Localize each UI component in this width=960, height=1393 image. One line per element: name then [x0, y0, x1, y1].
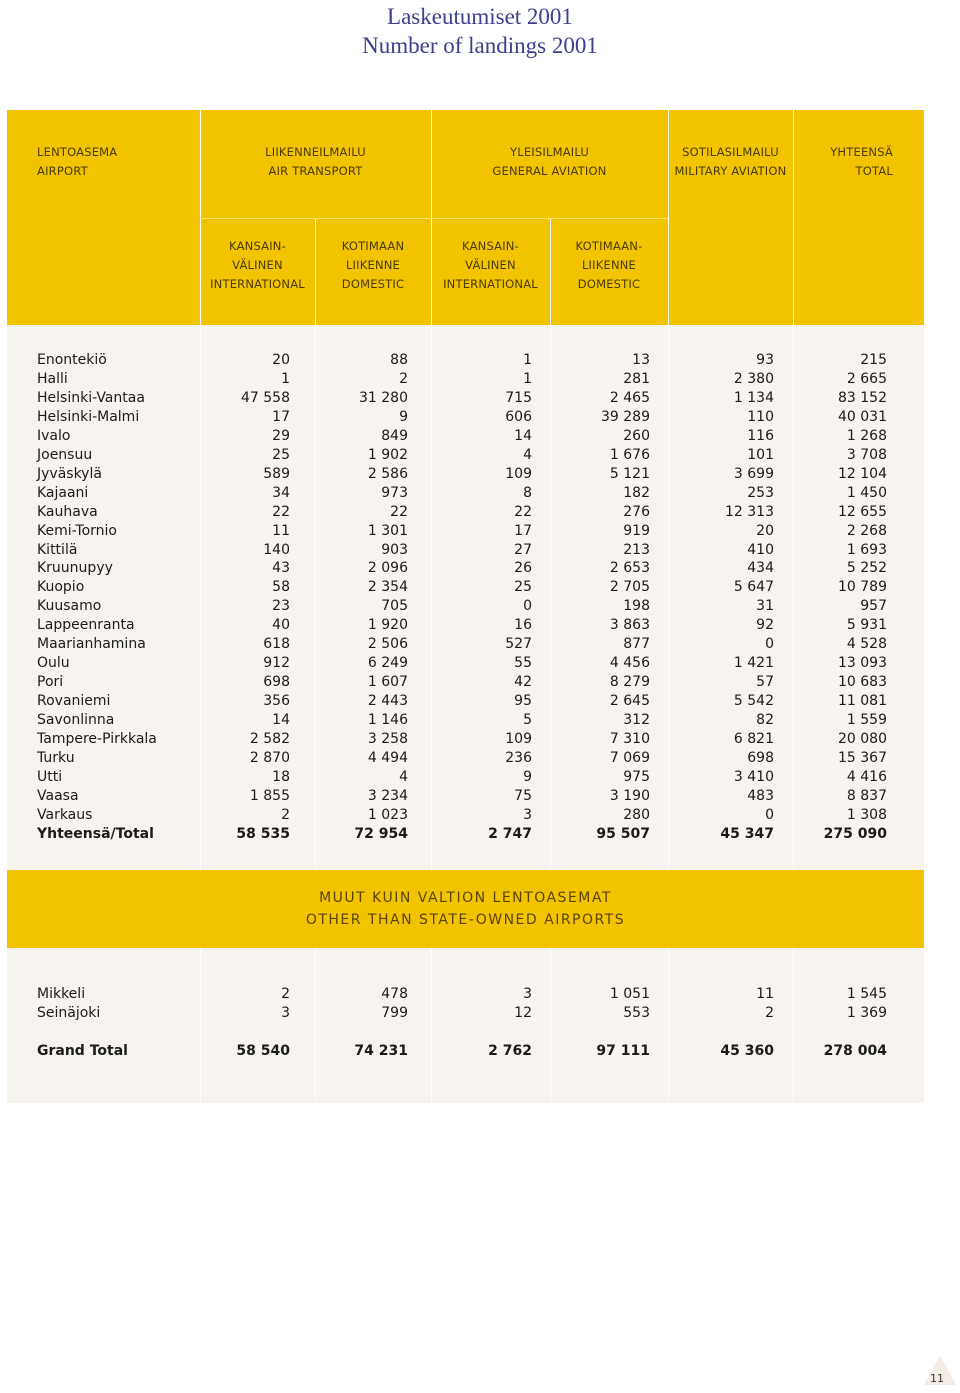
- cell: 3 190: [609, 787, 650, 804]
- cell: 903: [381, 541, 408, 558]
- cell: 3: [523, 806, 532, 823]
- cell: 25: [514, 579, 532, 596]
- cell: 182: [623, 484, 650, 501]
- airport-name: Helsinki-Vantaa: [37, 389, 145, 406]
- cell: 2 380: [733, 370, 774, 387]
- grand-total-label: Grand Total: [37, 1043, 128, 1059]
- cell: 912: [263, 655, 290, 672]
- cell: 29: [272, 427, 290, 444]
- total-cell: 95 507: [596, 825, 650, 842]
- total-cell: 45 347: [720, 825, 774, 842]
- cell: 10 789: [838, 579, 887, 596]
- cell: 1 902: [367, 446, 408, 463]
- cell: 22: [272, 503, 290, 520]
- cell: 3 863: [609, 617, 650, 634]
- airport-name: Kajaani: [37, 484, 89, 501]
- column-divider: [200, 948, 201, 1103]
- table-row: [0, 1004, 960, 1023]
- cell: 1 023: [367, 806, 408, 823]
- cell: 2 586: [367, 465, 408, 482]
- cell: 3: [281, 1005, 290, 1021]
- cell: 39 289: [601, 408, 650, 425]
- cell: 27: [514, 541, 532, 558]
- cell: 95: [514, 693, 532, 710]
- airport-name: Enontekiö: [37, 352, 107, 368]
- column-divider: [550, 948, 551, 1103]
- cell: 434: [747, 560, 774, 577]
- cell: 93: [756, 352, 774, 368]
- cell: 8 837: [846, 787, 887, 804]
- cell: 4 494: [367, 749, 408, 766]
- cell: 17: [272, 408, 290, 425]
- grand-total-cell: 45 360: [720, 1043, 774, 1059]
- page-number: 11: [930, 1372, 944, 1385]
- airport-name: Kruunupyy: [37, 560, 113, 577]
- airport-name: Joensuu: [37, 446, 93, 463]
- cell: 606: [505, 408, 532, 425]
- table-row: [0, 351, 960, 370]
- cell: 12: [514, 1005, 532, 1021]
- header-military-aviation: SOTILASILMAILU MILITARY AVIATION: [674, 145, 787, 178]
- cell: 478: [381, 986, 408, 1002]
- cell: 3 258: [367, 731, 408, 747]
- cell: 957: [860, 598, 887, 615]
- cell: 43: [272, 560, 290, 577]
- cell: 698: [747, 749, 774, 766]
- cell: 973: [381, 484, 408, 501]
- section2-header: [7, 870, 924, 948]
- section2-body: [7, 948, 924, 1103]
- grand-total-cell: 278 004: [823, 1043, 887, 1059]
- cell: 527: [505, 636, 532, 653]
- cell: 2 665: [846, 370, 887, 387]
- cell: 57: [756, 674, 774, 691]
- total-cell: 2 747: [488, 825, 532, 842]
- grand-total-cell: 97 111: [596, 1043, 650, 1059]
- cell: 5 647: [733, 579, 774, 596]
- header-air-transport: LIIKENNEILMAILU AIR TRANSPORT: [265, 145, 366, 178]
- cell: 3 708: [846, 446, 887, 463]
- cell: 715: [505, 389, 532, 406]
- cell: 1 369: [846, 1005, 887, 1021]
- cell: 2 705: [609, 579, 650, 596]
- table-row: [0, 768, 960, 787]
- grand-total-cell: 58 540: [236, 1043, 290, 1059]
- airport-name: Varkaus: [37, 806, 93, 823]
- cell: 1: [281, 370, 290, 387]
- header-divider: [793, 110, 794, 325]
- cell: 58: [272, 579, 290, 596]
- column-divider: [668, 948, 669, 1103]
- cell: 1 301: [367, 522, 408, 539]
- cell: 260: [623, 427, 650, 444]
- cell: 280: [623, 806, 650, 823]
- column-divider: [315, 948, 316, 1103]
- table-row: [0, 711, 960, 730]
- cell: 1 134: [733, 389, 774, 406]
- total-label: Yhteensä/Total: [37, 825, 154, 842]
- cell: 16: [514, 617, 532, 634]
- airport-name: Kuopio: [37, 579, 85, 596]
- cell: 7 069: [609, 749, 650, 766]
- cell: 877: [623, 636, 650, 653]
- cell: 10 683: [838, 674, 887, 691]
- cell: 20: [756, 522, 774, 539]
- cell: 109: [505, 731, 532, 747]
- cell: 40 031: [838, 408, 887, 425]
- total-cell: 275 090: [823, 825, 887, 842]
- section2-title-english: OTHER THAN STATE-OWNED AIRPORTS: [305, 912, 626, 928]
- cell: 9: [399, 408, 408, 425]
- cell: 2 870: [249, 749, 290, 766]
- cell: 110: [747, 408, 774, 425]
- cell: 4 456: [609, 655, 650, 672]
- cell: 4: [399, 768, 408, 785]
- cell: 6 821: [733, 731, 774, 747]
- cell: 1 051: [609, 986, 650, 1002]
- cell: 0: [765, 806, 774, 823]
- cell: 42: [514, 674, 532, 691]
- cell: 1 421: [733, 655, 774, 672]
- cell: 2 268: [846, 522, 887, 539]
- cell: 8 279: [609, 674, 650, 691]
- table-row: [0, 730, 960, 749]
- table-row: [0, 427, 960, 446]
- cell: 13 093: [838, 655, 887, 672]
- cell: 5 252: [846, 560, 887, 577]
- table-row: [0, 597, 960, 616]
- cell: 6 249: [367, 655, 408, 672]
- cell: 31 280: [359, 389, 408, 406]
- cell: 4 416: [846, 768, 887, 785]
- airport-name: Jyväskylä: [37, 465, 102, 482]
- airport-name: Turku: [37, 749, 75, 766]
- cell: 276: [623, 503, 650, 520]
- cell: 7 310: [609, 731, 650, 747]
- column-divider: [431, 948, 432, 1103]
- airport-name: Kemi-Tornio: [37, 522, 117, 539]
- subheader-general-domestic: KOTIMAAN- LIIKENNE DOMESTIC: [575, 239, 643, 291]
- cell: 975: [623, 768, 650, 785]
- header-subdivider: [200, 218, 668, 219]
- cell: 1 308: [846, 806, 887, 823]
- cell: 34: [272, 484, 290, 501]
- table-row: [0, 692, 960, 711]
- cell: 5 542: [733, 693, 774, 710]
- table-row: [0, 806, 960, 825]
- subheader-general-international: KANSAIN- VÄLINEN INTERNATIONAL: [443, 239, 538, 291]
- cell: 2 506: [367, 636, 408, 653]
- cell: 2: [281, 806, 290, 823]
- airport-name: Kuusamo: [37, 598, 102, 615]
- cell: 2: [765, 1005, 774, 1021]
- cell: 799: [381, 1005, 408, 1021]
- cell: 5 121: [609, 465, 650, 482]
- cell: 618: [263, 636, 290, 653]
- cell: 919: [623, 522, 650, 539]
- cell: 2 354: [367, 579, 408, 596]
- cell: 83 152: [838, 389, 887, 406]
- cell: 281: [623, 370, 650, 387]
- cell: 9: [523, 768, 532, 785]
- cell: 2 443: [367, 693, 408, 710]
- cell: 12 104: [838, 465, 887, 482]
- airport-name: Halli: [37, 370, 68, 387]
- table-row: [0, 446, 960, 465]
- cell: 18: [272, 768, 290, 785]
- cell: 11: [272, 522, 290, 539]
- cell: 1 855: [249, 787, 290, 804]
- airport-name: Kauhava: [37, 503, 98, 520]
- cell: 20: [272, 352, 290, 368]
- table-row: [0, 673, 960, 692]
- cell: 26: [514, 560, 532, 577]
- cell: 5 931: [846, 617, 887, 634]
- cell: 2 096: [367, 560, 408, 577]
- table-row: [0, 616, 960, 635]
- table-row: [0, 465, 960, 484]
- cell: 698: [263, 674, 290, 691]
- cell: 2 653: [609, 560, 650, 577]
- cell: 23: [272, 598, 290, 615]
- cell: 236: [505, 749, 532, 766]
- cell: 1 693: [846, 541, 887, 558]
- cell: 12 313: [725, 503, 774, 520]
- title-english: Number of landings 2001: [362, 33, 598, 58]
- subheader-air-international: KANSAIN- VÄLINEN INTERNATIONAL: [210, 239, 305, 291]
- cell: 356: [263, 693, 290, 710]
- cell: 47 558: [241, 389, 290, 406]
- cell: 4: [523, 446, 532, 463]
- table-row: [0, 541, 960, 560]
- table-row: [0, 635, 960, 654]
- airport-name: Savonlinna: [37, 712, 115, 729]
- table-row: [0, 985, 960, 1004]
- airport-name: Kittilä: [37, 541, 78, 558]
- cell: 2 465: [609, 389, 650, 406]
- cell: 1 545: [846, 986, 887, 1002]
- cell: 92: [756, 617, 774, 634]
- cell: 5: [523, 712, 532, 729]
- cell: 55: [514, 655, 532, 672]
- cell: 8: [523, 484, 532, 501]
- cell: 2: [281, 986, 290, 1002]
- header-airport: LENTOASEMA AIRPORT: [37, 145, 118, 178]
- cell: 1 146: [367, 712, 408, 729]
- table-row: [0, 389, 960, 408]
- total-row: [0, 825, 960, 844]
- airport-name: Vaasa: [37, 787, 79, 804]
- table-row: [0, 408, 960, 427]
- grand-total-cell: 74 231: [354, 1043, 408, 1059]
- column-divider: [793, 948, 794, 1103]
- cell: 1: [523, 352, 532, 368]
- table-row: [0, 749, 960, 768]
- airport-name: Lappeenranta: [37, 617, 135, 634]
- cell: 3: [523, 986, 532, 1002]
- airport-name: Helsinki-Malmi: [37, 408, 140, 425]
- cell: 11 081: [838, 693, 887, 710]
- subheader-air-domestic: KOTIMAAN LIIKENNE DOMESTIC: [341, 239, 405, 291]
- airport-name: Rovaniemi: [37, 693, 111, 710]
- header-total: YHTEENSÄ TOTAL: [830, 145, 893, 178]
- table-row: [0, 484, 960, 503]
- cell: 198: [623, 598, 650, 615]
- cell: 849: [381, 427, 408, 444]
- cell: 17: [514, 522, 532, 539]
- airport-name: Tampere-Pirkkala: [37, 731, 157, 747]
- cell: 14: [514, 427, 532, 444]
- total-cell: 58 535: [236, 825, 290, 842]
- title-finnish: Laskeutumiset 2001: [387, 4, 573, 29]
- cell: 3 410: [733, 768, 774, 785]
- table-row: [0, 522, 960, 541]
- cell: 2: [399, 370, 408, 387]
- cell: 12 655: [838, 503, 887, 520]
- cell: 140: [263, 541, 290, 558]
- cell: 1 268: [846, 427, 887, 444]
- cell: 410: [747, 541, 774, 558]
- table-row: [0, 654, 960, 673]
- cell: 31: [756, 598, 774, 615]
- cell: 483: [747, 787, 774, 804]
- table-row: [0, 578, 960, 597]
- cell: 213: [623, 541, 650, 558]
- table-row: [0, 503, 960, 522]
- cell: 75: [514, 787, 532, 804]
- cell: 82: [756, 712, 774, 729]
- cell: 3 699: [733, 465, 774, 482]
- grand-total-cell: 2 762: [488, 1043, 532, 1059]
- cell: 0: [765, 636, 774, 653]
- cell: 2 582: [249, 731, 290, 747]
- cell: 40: [272, 617, 290, 634]
- cell: 1 676: [609, 446, 650, 463]
- cell: 22: [514, 503, 532, 520]
- cell: 0: [523, 598, 532, 615]
- cell: 3 234: [367, 787, 408, 804]
- airport-name: Utti: [37, 768, 63, 785]
- cell: 101: [747, 446, 774, 463]
- table-row: [0, 787, 960, 806]
- airport-name: Oulu: [37, 655, 70, 672]
- cell: 20 080: [838, 731, 887, 747]
- airport-name: Pori: [37, 674, 64, 691]
- cell: 25: [272, 446, 290, 463]
- table-row: [0, 370, 960, 389]
- airport-name: Mikkeli: [37, 986, 86, 1002]
- cell: 15 367: [838, 749, 887, 766]
- cell: 705: [381, 598, 408, 615]
- cell: 1: [523, 370, 532, 387]
- cell: 312: [623, 712, 650, 729]
- cell: 253: [747, 484, 774, 501]
- airport-name: Maarianhamina: [37, 636, 146, 653]
- cell: 215: [860, 352, 887, 368]
- cell: 11: [756, 986, 774, 1002]
- cell: 553: [623, 1005, 650, 1021]
- cell: 109: [505, 465, 532, 482]
- cell: 88: [390, 352, 408, 368]
- cell: 4 528: [846, 636, 887, 653]
- airport-name: Seinäjoki: [37, 1005, 101, 1021]
- cell: 14: [272, 712, 290, 729]
- airport-name: Ivalo: [37, 427, 71, 444]
- cell: 1 920: [367, 617, 408, 634]
- cell: 1 559: [846, 712, 887, 729]
- grand-total-row: [0, 1042, 960, 1061]
- cell: 1 450: [846, 484, 887, 501]
- cell: 22: [390, 503, 408, 520]
- section2-title-finnish: MUUT KUIN VALTION LENTOASEMAT: [319, 890, 612, 906]
- header-general-aviation: YLEISILMAILU GENERAL AVIATION: [492, 145, 607, 178]
- cell: 589: [263, 465, 290, 482]
- cell: 2 645: [609, 693, 650, 710]
- total-cell: 72 954: [354, 825, 408, 842]
- cell: 1 607: [367, 674, 408, 691]
- table-row: [0, 559, 960, 578]
- cell: 116: [747, 427, 774, 444]
- cell: 13: [632, 352, 650, 368]
